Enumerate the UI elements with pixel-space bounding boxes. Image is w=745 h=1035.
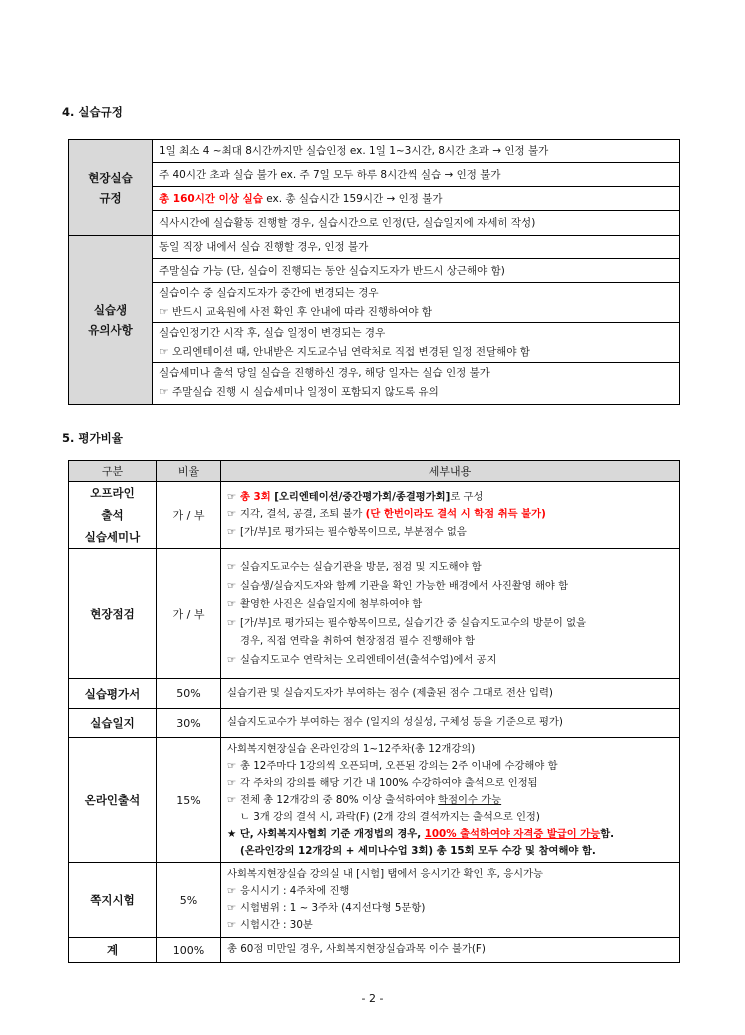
section-4-title: 4. 실습규정 xyxy=(62,105,123,119)
details-cell: 실습기관 및 실습지도자가 부여하는 점수 (제출된 점수 그대로 전산 입력) xyxy=(221,679,680,709)
label-line: 현장실습 xyxy=(88,170,133,185)
detail-bold: [오리엔테이션/중간평가회/종결평가회] xyxy=(270,490,451,503)
note-row xyxy=(153,259,679,283)
category-cell xyxy=(69,482,157,549)
note-text: 주말실습 가능 (단, 실습이 진행되는 동안 실습지도자가 반드시 상근해야 함) xyxy=(159,265,505,277)
detail-highlight: 100% 출석하여야 자격증 발급이 가능 xyxy=(424,827,601,840)
category-cell: 실습일지 xyxy=(69,709,157,738)
pointing-hand-icon: ☞ xyxy=(227,776,237,789)
detail-line xyxy=(227,651,673,670)
note-row xyxy=(153,323,679,363)
note-subline xyxy=(159,343,671,362)
detail-line xyxy=(227,826,673,843)
detail-text: ㄴ 3개 강의 결석 시, 과락(F) (2개 강의 결석까지는 출석으로 인정) xyxy=(240,810,540,823)
label-line: 규정 xyxy=(99,190,122,205)
details-cell: 실습지도교수가 부여하는 점수 (일지의 성실성, 구체성 등을 기준으로 평가) xyxy=(221,709,680,738)
category-line: 출석 xyxy=(101,508,124,522)
pointing-hand-icon: ☞ xyxy=(159,306,169,318)
detail-text: 각 주차의 강의를 해당 기간 내 100% 수강하여야 출석으로 인정됨 xyxy=(240,776,538,789)
detail-bold: (온라인강의 12개강의 + 세미나수업 3회) 총 15회 모두 수강 및 참여해야 함. xyxy=(240,844,596,857)
pointing-hand-icon: ☞ xyxy=(227,579,237,592)
detail-bold: 단, 사회복지사협회 기준 개정법의 경우, xyxy=(236,827,425,840)
ratio-cell: 100% xyxy=(157,938,221,963)
student-notes-cell xyxy=(153,236,680,405)
label-line: 유의사항 xyxy=(88,323,133,337)
detail-text: [가/부]로 평가되는 필수항목이므로, 부분점수 없음 xyxy=(240,525,467,538)
pointing-hand-icon: ☞ xyxy=(227,490,237,503)
note-text: 실습인정기간 시작 후, 실습 일정이 변경되는 경우 xyxy=(159,327,386,339)
detail-text: 경우, 직접 연락을 취하여 현장점검 필수 진행해야 함 xyxy=(240,635,476,647)
student-notes-label xyxy=(69,236,153,405)
note-sub-text: 오리엔테이션 때, 안내받은 지도교수님 연락처로 직접 변경된 일정 전달해야 함 xyxy=(172,346,530,358)
pointing-hand-icon: ☞ xyxy=(227,616,237,629)
pointing-hand-icon: ☞ xyxy=(159,386,169,398)
detail-text: 사회복지현장실습 온라인강의 1~12주차(총 12개강의) xyxy=(227,742,476,755)
category-line: 오프라인 xyxy=(90,486,135,500)
category-cell: 온라인출석 xyxy=(69,738,157,863)
note-text: 실습이수 중 실습지도자가 중간에 변경되는 경우 xyxy=(159,287,379,299)
detail-text: 실습생/실습지도자와 함께 기관을 확인 가능한 배경에서 사진촬영 해야 함 xyxy=(240,579,569,592)
detail-line xyxy=(227,866,673,883)
note-subline xyxy=(159,383,671,402)
label-line: 실습생 xyxy=(93,303,128,317)
detail-bold: 함. xyxy=(600,827,615,840)
note-subline xyxy=(159,303,671,322)
pointing-hand-icon: ☞ xyxy=(227,919,237,931)
pointing-hand-icon: ☞ xyxy=(227,653,237,666)
detail-text: 응시시기 : 4주차에 진행 xyxy=(240,885,350,897)
rule-row xyxy=(153,211,679,235)
detail-text: 로 구성 xyxy=(450,490,484,503)
pointing-hand-icon: ☞ xyxy=(227,793,237,806)
details-cell xyxy=(221,738,680,863)
table-header-row xyxy=(69,461,680,482)
pointing-hand-icon: ☞ xyxy=(227,885,237,897)
table-row-total xyxy=(69,938,680,963)
detail-line xyxy=(227,506,673,524)
note-text: 실습세미나 출석 당일 실습을 진행하신 경우, 해당 일자는 실습 인정 불가 xyxy=(159,367,490,379)
detail-text: 실습지도교수 연락처는 오리엔테이션(출석수업)에서 공지 xyxy=(240,653,497,666)
details-cell xyxy=(221,863,680,938)
rule-highlight: 총 160시간 이상 실습 xyxy=(159,193,263,205)
detail-text: 시험범위 : 1 ~ 3주차 (4지선다형 5문항) xyxy=(240,902,426,914)
table-row-site xyxy=(69,549,680,679)
field-rules-label xyxy=(69,140,153,236)
pointing-hand-icon: ☞ xyxy=(227,561,237,573)
practice-rules-table xyxy=(68,139,680,405)
detail-text: 촬영한 사진은 실습일지에 첨부하여야 함 xyxy=(240,598,423,610)
category-cell: 계 xyxy=(69,938,157,963)
rule-text: 식사시간에 실습활동 진행할 경우, 실습시간으로 인정(단, 실습일지에 자세히 작성) xyxy=(159,217,536,229)
ratio-cell: 30% xyxy=(157,709,221,738)
detail-line xyxy=(227,741,673,758)
star-icon: ★ xyxy=(227,827,237,840)
detail-text: 전체 총 12개강의 중 80% 이상 출석하여야 xyxy=(240,793,439,806)
detail-line xyxy=(227,809,673,826)
pointing-hand-icon: ☞ xyxy=(227,759,237,772)
detail-line xyxy=(227,558,673,577)
category-cell: 현장점검 xyxy=(69,549,157,679)
detail-line xyxy=(227,595,673,614)
field-rules-cell xyxy=(153,140,680,236)
detail-line xyxy=(227,614,673,633)
details-cell: 총 60점 미만일 경우, 사회복지현장실습과목 이수 불가(F) xyxy=(221,938,680,963)
header-details: 세부내용 xyxy=(221,461,680,482)
detail-line xyxy=(227,792,673,809)
note-row xyxy=(153,283,679,323)
detail-text: 총 12주마다 1강의씩 오픈되며, 오픈된 강의는 2주 이내에 수강해야 함 xyxy=(240,759,558,772)
detail-line xyxy=(227,900,673,917)
note-row xyxy=(153,363,679,404)
rule-row xyxy=(153,163,679,187)
pointing-hand-icon: ☞ xyxy=(227,508,237,521)
pointing-hand-icon: ☞ xyxy=(159,346,169,358)
detail-underlined: 학점이수 가능 xyxy=(438,793,502,806)
detail-text: [가/부]로 평가되는 필수항목이므로, 실습기간 중 실습지도교수의 방문이 없을 xyxy=(240,616,587,629)
ratio-cell: 가 / 부 xyxy=(157,549,221,679)
table-row-online xyxy=(69,738,680,863)
table-row-journal xyxy=(69,709,680,738)
note-row xyxy=(153,236,679,259)
detail-text: 시험시간 : 30분 xyxy=(240,919,313,931)
pointing-hand-icon: ☞ xyxy=(227,598,237,610)
detail-line xyxy=(227,758,673,775)
header-ratio: 비율 xyxy=(157,461,221,482)
detail-line xyxy=(227,843,673,860)
details-cell xyxy=(221,482,680,549)
detail-line xyxy=(227,775,673,792)
rule-text: 1일 최소 4 ~최대 8시간까지만 실습인정 ex. 1일 1~3시간, 8시간 초과 → 인정 불가 xyxy=(159,145,549,157)
category-cell: 실습평가서 xyxy=(69,679,157,709)
note-text: 동일 직장 내에서 실습 진행할 경우, 인정 불가 xyxy=(159,241,369,253)
ratio-cell: 50% xyxy=(157,679,221,709)
pointing-hand-icon: ☞ xyxy=(227,902,237,914)
note-sub-text: 주말실습 진행 시 실습세미나 일정이 포함되지 않도록 유의 xyxy=(172,386,439,398)
rule-text: 주 40시간 초과 실습 불가 ex. 주 7일 모두 하루 8시간씩 실습 → 인정 불가 xyxy=(159,169,501,181)
table-row-eval-form xyxy=(69,679,680,709)
details-cell xyxy=(221,549,680,679)
category-line: 실습세미나 xyxy=(84,530,141,544)
section-5-title: 5. 평가비율 xyxy=(62,431,123,445)
detail-highlight: 총 3회 xyxy=(240,490,271,503)
detail-line xyxy=(227,489,673,507)
page-number: - 2 - xyxy=(361,992,384,1005)
detail-text: 지각, 결석, 공결, 조퇴 불가 xyxy=(240,508,366,521)
evaluation-ratio-table xyxy=(68,460,680,963)
table-row-offline xyxy=(69,482,680,549)
rule-text: ex. 총 실습시간 159시간 → 인정 불가 xyxy=(262,193,443,205)
detail-text: 실습지도교수는 실습기관을 방문, 점검 및 지도해야 함 xyxy=(240,561,482,573)
category-cell: 쪽지시험 xyxy=(69,863,157,938)
note-sub-text: 반드시 교육원에 사전 확인 후 안내에 따라 진행하여야 함 xyxy=(172,306,432,318)
detail-line xyxy=(227,632,673,651)
ratio-cell: 가 / 부 xyxy=(157,482,221,549)
detail-highlight: (단 한번이라도 결석 시 학점 취득 불가) xyxy=(365,508,546,521)
rule-row xyxy=(153,187,679,211)
header-category: 구분 xyxy=(69,461,157,482)
rule-row xyxy=(153,140,679,163)
ratio-cell: 15% xyxy=(157,738,221,863)
detail-line xyxy=(227,524,673,542)
detail-line xyxy=(227,883,673,900)
table-row-quiz xyxy=(69,863,680,938)
detail-line xyxy=(227,577,673,596)
detail-text: 사회복지현장실습 강의실 내 [시험] 탭에서 응시기간 확인 후, 응시가능 xyxy=(227,868,544,880)
detail-line xyxy=(227,917,673,934)
ratio-cell: 5% xyxy=(157,863,221,938)
pointing-hand-icon: ☞ xyxy=(227,525,237,538)
